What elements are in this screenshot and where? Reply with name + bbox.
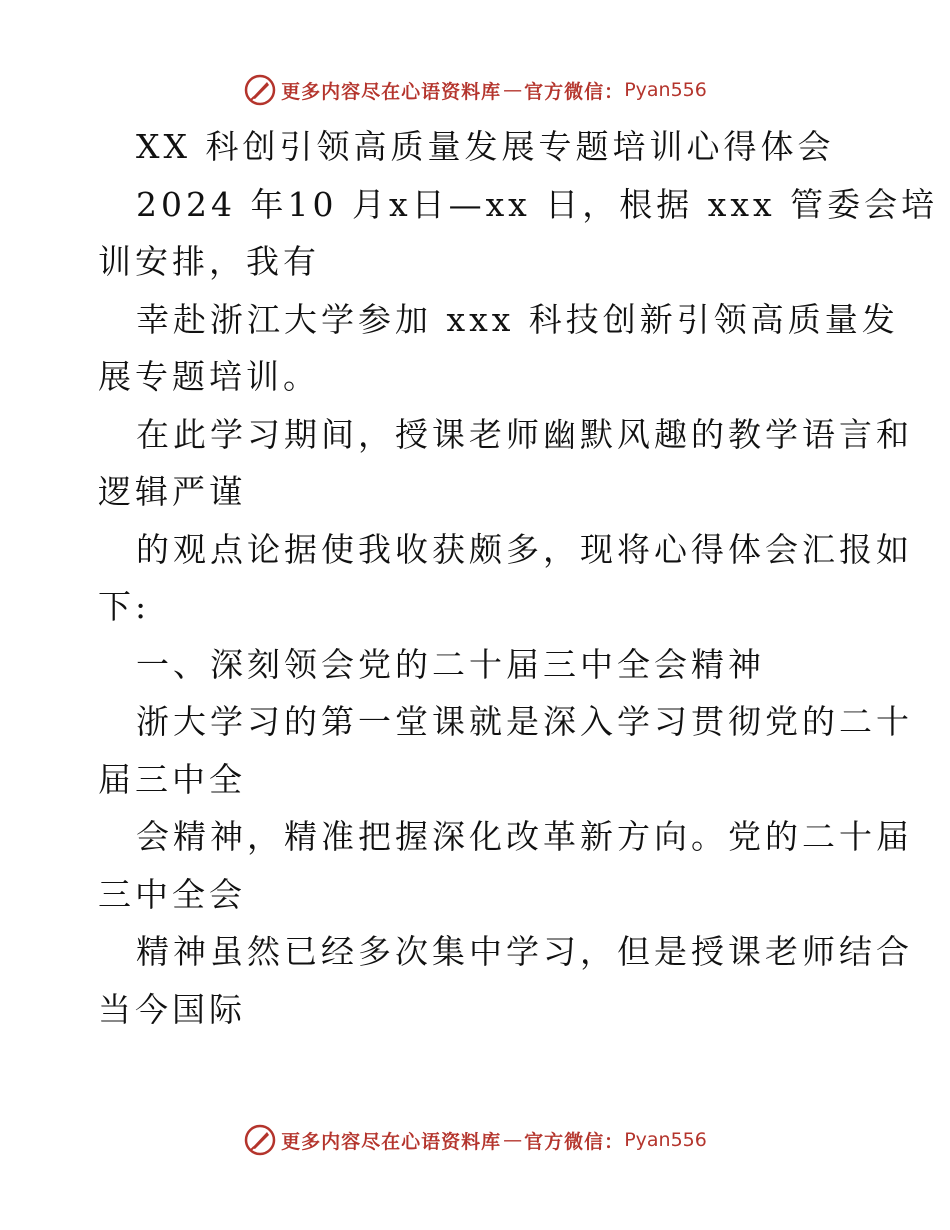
quill-logo-icon (243, 73, 277, 107)
text-line: 2024 年10 月x日—xx 日，根据 xxx 管委会培 (136, 184, 939, 224)
text-line: 三中全会 (98, 874, 246, 914)
watermark-id: Pyan556 (624, 79, 707, 101)
section-heading: 一、深刻领会党的二十届三中全会精神 (136, 644, 765, 684)
text-line: 精神虽然已经多次集中学习，但是授课老师结合 (136, 932, 913, 971)
watermark-banner-top (0, 70, 950, 110)
text-line: 逻辑严谨 (98, 472, 246, 511)
text-line: 浙大学习的第一堂课就是深入学习贯彻党的二十 (136, 702, 913, 741)
text-line: 当今国际 (98, 989, 246, 1029)
quill-logo-icon (243, 1123, 277, 1157)
text-line: 会精神，精准把握深化改革新方向。党的二十届 (136, 817, 913, 856)
document-body (98, 118, 939, 1038)
watermark-text: 更多内容尽在心语资料库 (281, 80, 502, 103)
watermark-banner-bottom (0, 1120, 950, 1160)
text-line: 在此学习期间，授课老师幽默风趣的教学语言和 (136, 414, 913, 454)
text-line: 展专题培训。 (98, 357, 320, 396)
text-line: XX 科创引领高质量发展专题培训心得体会 (136, 127, 835, 166)
watermark-contact: 官方微信： (524, 1130, 625, 1153)
text-line: 下: (98, 587, 151, 626)
text-line: 的观点论据使我收获颇多，现将心得体会汇报如 (136, 529, 913, 569)
watermark-id: Pyan556 (624, 1129, 707, 1151)
text-line: 届三中全 (98, 759, 246, 799)
watermark-contact: 官方微信： (524, 80, 625, 103)
watermark-dash: — (503, 79, 523, 101)
watermark-text: 更多内容尽在心语资料库 (281, 1130, 502, 1153)
text-line: 训安排，我有 (98, 242, 320, 281)
text-line: 幸赴浙江大学参加 xxx 科技创新引领高质量发 (136, 299, 899, 339)
watermark-dash: — (503, 1129, 523, 1151)
